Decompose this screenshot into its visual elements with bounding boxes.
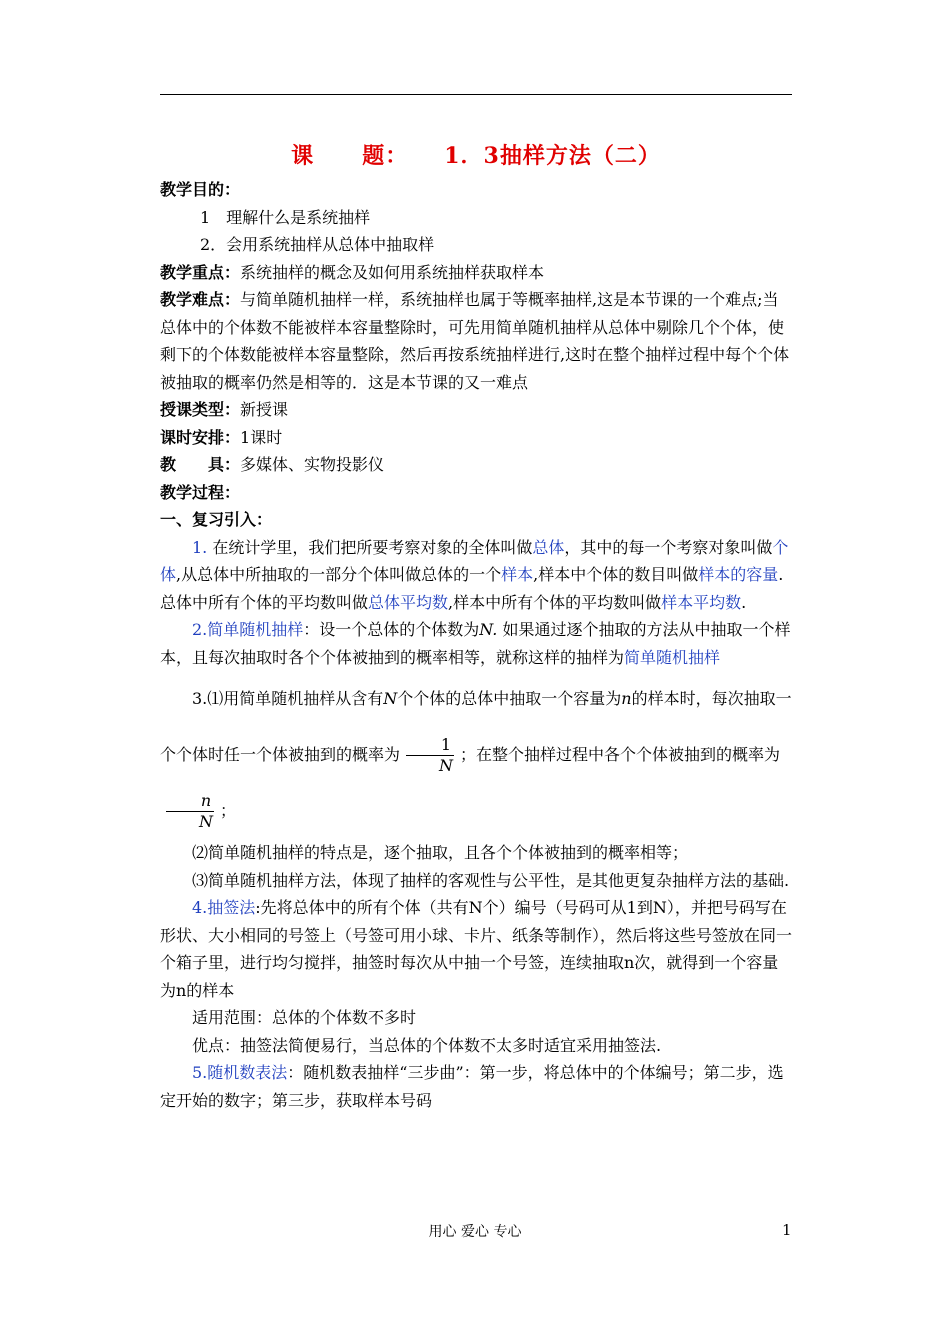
keyword-population: 总体	[532, 537, 565, 557]
key-label: 教学重点：	[160, 262, 241, 282]
review-1-text-5: .总体中所有个体的平均数叫做	[160, 565, 784, 612]
lesson-type-text: 新授课	[240, 400, 289, 419]
teaching-tools	[160, 451, 792, 479]
review-5-heading: 5.随机数表法	[192, 1063, 288, 1082]
page-number: 1	[782, 1221, 792, 1239]
review-item-3c: ⑶简单随机抽样方法，体现了抽样的客观性与公平性，是其他更复杂抽样方法的基础.	[192, 870, 790, 890]
review-1-text-1: 在统计学里，我们把所要考察对象的全体叫做	[207, 537, 533, 557]
review-3-text-1: 3.⑴用简单随机抽样从含有	[192, 689, 384, 708]
title-part-a: 课	[291, 143, 315, 169]
goal-item-2: 2．会用系统抽样从总体中抽取样	[200, 235, 435, 254]
review-item-3	[160, 671, 792, 839]
review-item-4b: 优点：抽签法简便易行，当总体的个体数不太多时适宜采用抽签法.	[192, 1035, 662, 1055]
keyword-sample-size: 样本的容量	[698, 565, 779, 584]
lesson-type	[160, 396, 792, 424]
fraction-numerator: n	[166, 791, 214, 812]
lesson-time	[160, 424, 792, 452]
keyword-individual: 个体	[160, 537, 789, 584]
document-body	[160, 136, 792, 1114]
title-part-c: 1．3抽样方法（二）	[444, 143, 661, 169]
section-review	[160, 506, 792, 534]
key-text: 系统抽样的概念及如何用系统抽样获取样本	[240, 262, 545, 282]
review-item-1	[160, 534, 792, 617]
page-title	[160, 136, 792, 176]
lesson-time-text: 1课时	[240, 427, 283, 447]
fraction-denominator: N	[199, 812, 213, 831]
process-heading	[160, 479, 792, 507]
variable-N: N.	[479, 620, 498, 639]
fraction-denominator: N	[439, 756, 454, 775]
review-1-number: 1.	[192, 537, 208, 557]
review-1-text-7: .	[741, 592, 747, 612]
review-3-text-3: 的样本时，每次抽取一个个体时任一个体被抽到的概率为	[160, 689, 792, 764]
difficulty-text: 与简单随机抽样一样，系统抽样也属于等概率抽样,这是本节课的一个难点;当总体中的个体数不能被样本容量整除时，可先用简单随机抽样从总体中剔除几个个体，使剩下的个体数能被样本容量整除，然后再按系统抽样进行,这时在整个抽样过程中每个个体被抽取的概率仍然是相等的．这是本节课的又一难点	[160, 290, 790, 392]
review-5-text: ：随机数表抽样“三步曲”：第一步，将总体中的个体编号；第二步，选定开始的数字；第三步，获取样本号码	[160, 1063, 784, 1110]
review-item-4	[160, 894, 792, 1004]
section-review-label: 一、复习引入：	[160, 510, 273, 529]
review-1-text-2: ，其中的每一个考察对象叫做	[564, 537, 773, 557]
review-item-3b: ⑵简单随机抽样的特点是，逐个抽取，且各个个体被抽到的概率相等；	[192, 843, 689, 862]
lesson-type-label: 授课类型：	[160, 400, 241, 419]
key-point	[160, 259, 792, 287]
review-4-text: :先将总体中的所有个体（共有N个）编号（号码可从1到N），并把号码写在形状、大小相同的号签上（号签可用小球、卡片、纸条等制作），然后将这些号签放在同一个箱子里，进行均匀搅拌，抽签时每次从中抽一个号签，连续抽取n次，就得到一个容量为n的样本	[160, 898, 793, 1000]
review-3-text-2: 个个体的总体中抽取一个容量为	[397, 689, 622, 708]
review-3-text-5: ；	[220, 801, 237, 820]
title-part-b: 题：	[362, 143, 409, 169]
difficulty	[160, 286, 792, 396]
keyword-sample: 样本	[501, 565, 534, 584]
fraction-1-over-N	[404, 735, 456, 776]
review-1-text-6: ,样本中所有个体的平均数叫做	[448, 592, 662, 612]
review-4-heading: 4.抽签法	[192, 898, 256, 917]
review-2-text-2: 如果通过逐个抽取的方法从中抽取一个样本，且每次抽取时各个个体被抽到的概率相等，就称这样的抽样为	[160, 620, 791, 667]
difficulty-label: 教学难点：	[160, 290, 241, 309]
lesson-time-label: 课时安排：	[160, 427, 241, 447]
fraction-numerator: 1	[406, 735, 454, 756]
review-item-4a: 适用范围：总体的个体数不多时	[192, 1008, 417, 1027]
goal-item-1: 1 理解什么是系统抽样	[200, 207, 371, 227]
goal-heading	[160, 176, 792, 204]
review-1-text-3: ,从总体中所抽取的一部分个体叫做总体的一个	[176, 565, 502, 584]
keyword-simple-random-sampling: 简单随机抽样	[624, 647, 721, 667]
review-1-text-4: ,样本中个体的数目叫做	[533, 565, 699, 584]
keyword-population-mean: 总体平均数	[368, 592, 449, 612]
variable-n: n	[621, 689, 632, 708]
process-label: 教学过程：	[160, 482, 241, 502]
review-3-text-4: ；在整个抽样过程中各个个体被抽到的概率为	[460, 745, 781, 764]
keyword-sample-mean: 样本平均数	[661, 592, 742, 612]
review-2-heading: 2.简单随机抽样	[192, 620, 304, 639]
goal-label: 教学目的：	[160, 180, 241, 199]
review-item-2	[160, 616, 792, 671]
tools-text: 多媒体、实物投影仪	[240, 455, 385, 474]
tools-label: 教 具：	[160, 455, 241, 474]
header-rule	[160, 94, 792, 95]
footer-slogan: 用心 爱心 专心	[428, 1224, 522, 1240]
variable-N: N	[383, 689, 398, 708]
review-2-text-1: ：设一个总体的个体数为	[303, 620, 480, 639]
fraction-n-over-N	[164, 791, 216, 832]
review-item-5	[160, 1059, 792, 1114]
